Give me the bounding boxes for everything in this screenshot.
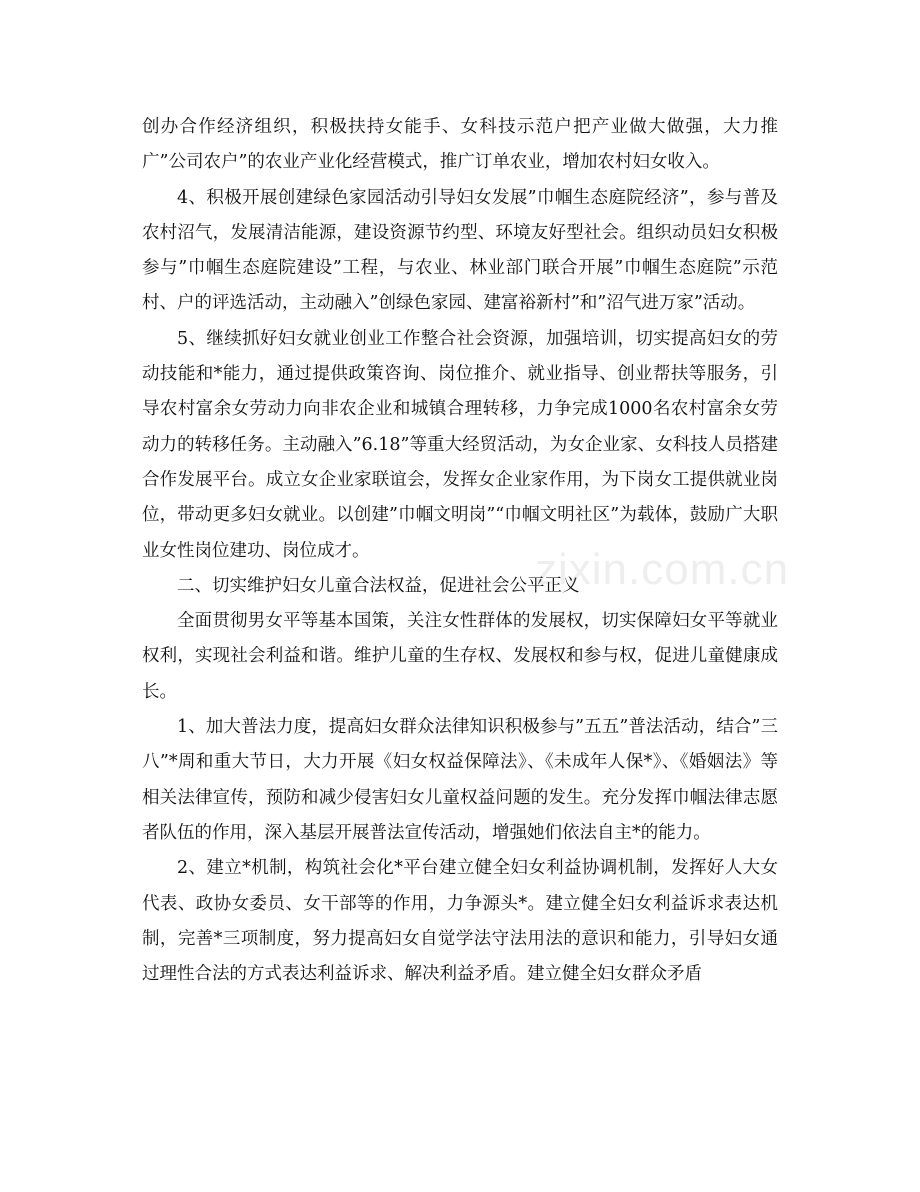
paragraph-7: 2、建立*机制，构筑社会化*平台建立健全妇女利益协调机制，发挥好人大女代表、政协女委员、女干部等的作用，力争源头*。建立健全妇女利益诉求表达机制，完善*三项制度，努力提高妇女自觉学法守法用法的意识和能力，引导妇女通过理性合法的方式表达利益诉求、解决利益矛盾。建立健全妇女群众矛盾	[142, 858, 778, 985]
paragraph-1: 创办合作经济组织，积极扶持女能手、女科技示范户把产业做大做强，大力推广”公司农户”的农业产业化经营模式，推广订单农业，增加农村妇女收入。	[142, 117, 778, 173]
section-heading: 二、切实维护妇女儿童合法权益，促进社会公平正义	[177, 575, 580, 596]
document-body	[142, 110, 778, 992]
paragraph-3: 5、继续抓好妇女就业创业工作整合社会资源，加强培训，切实提高妇女的劳动技能和*能力，通过提供政策咨询、岗位推介、就业指导、创业帮扶等服务，引导农村富余女劳动力向非农企业和城镇合理转移，力争完成1000名农村富余女劳动力的转移任务。主动融入”6.18”等重大经贸活动，为女企业家、女科技人员搭建合作发展平台。成立女企业家联谊会，发挥女企业家作用，为下岗女工提供就业岗位，带动更多妇女就业。以创建”巾帼文明岗”“巾帼文明社区”为载体，鼓励广大职业女性岗位建功、岗位成才。	[142, 328, 778, 561]
paragraph-2: 4、积极开展创建绿色家园活动引导妇女发展”巾帼生态庭院经济”，参与普及农村沼气，发展清洁能源，建设资源节约型、环境友好型社会。组织动员妇女积极参与”巾帼生态庭院建设”工程，与农业、林业部门联合开展”巾帼生态庭院”示范村、户的评选活动，主动融入”创绿色家园、建富裕新村”和”沼气进万家”活动。	[142, 187, 778, 314]
paragraph-5: 全面贯彻男女平等基本国策，关注女性群体的发展权，切实保障妇女平等就业权利，实现社会利益和谐。维护儿童的生存权、发展权和参与权，促进儿童健康成长。	[142, 611, 778, 702]
watermark: zixin.com.cn	[535, 545, 790, 594]
paragraph-6: 1、加大普法力度，提高妇女群众法律知识积极参与”五五”普法活动，结合”三八”*周和重大节日，大力开展《妇女权益保障法》、《未成年人保*》、《婚姻法》等相关法律宣传，预防和减少侵害妇女儿童权益问题的发生。充分发挥巾帼法律志愿者队伍的作用，深入基层开展普法宣传活动，增强她们依法自主*的能力。	[142, 717, 778, 843]
